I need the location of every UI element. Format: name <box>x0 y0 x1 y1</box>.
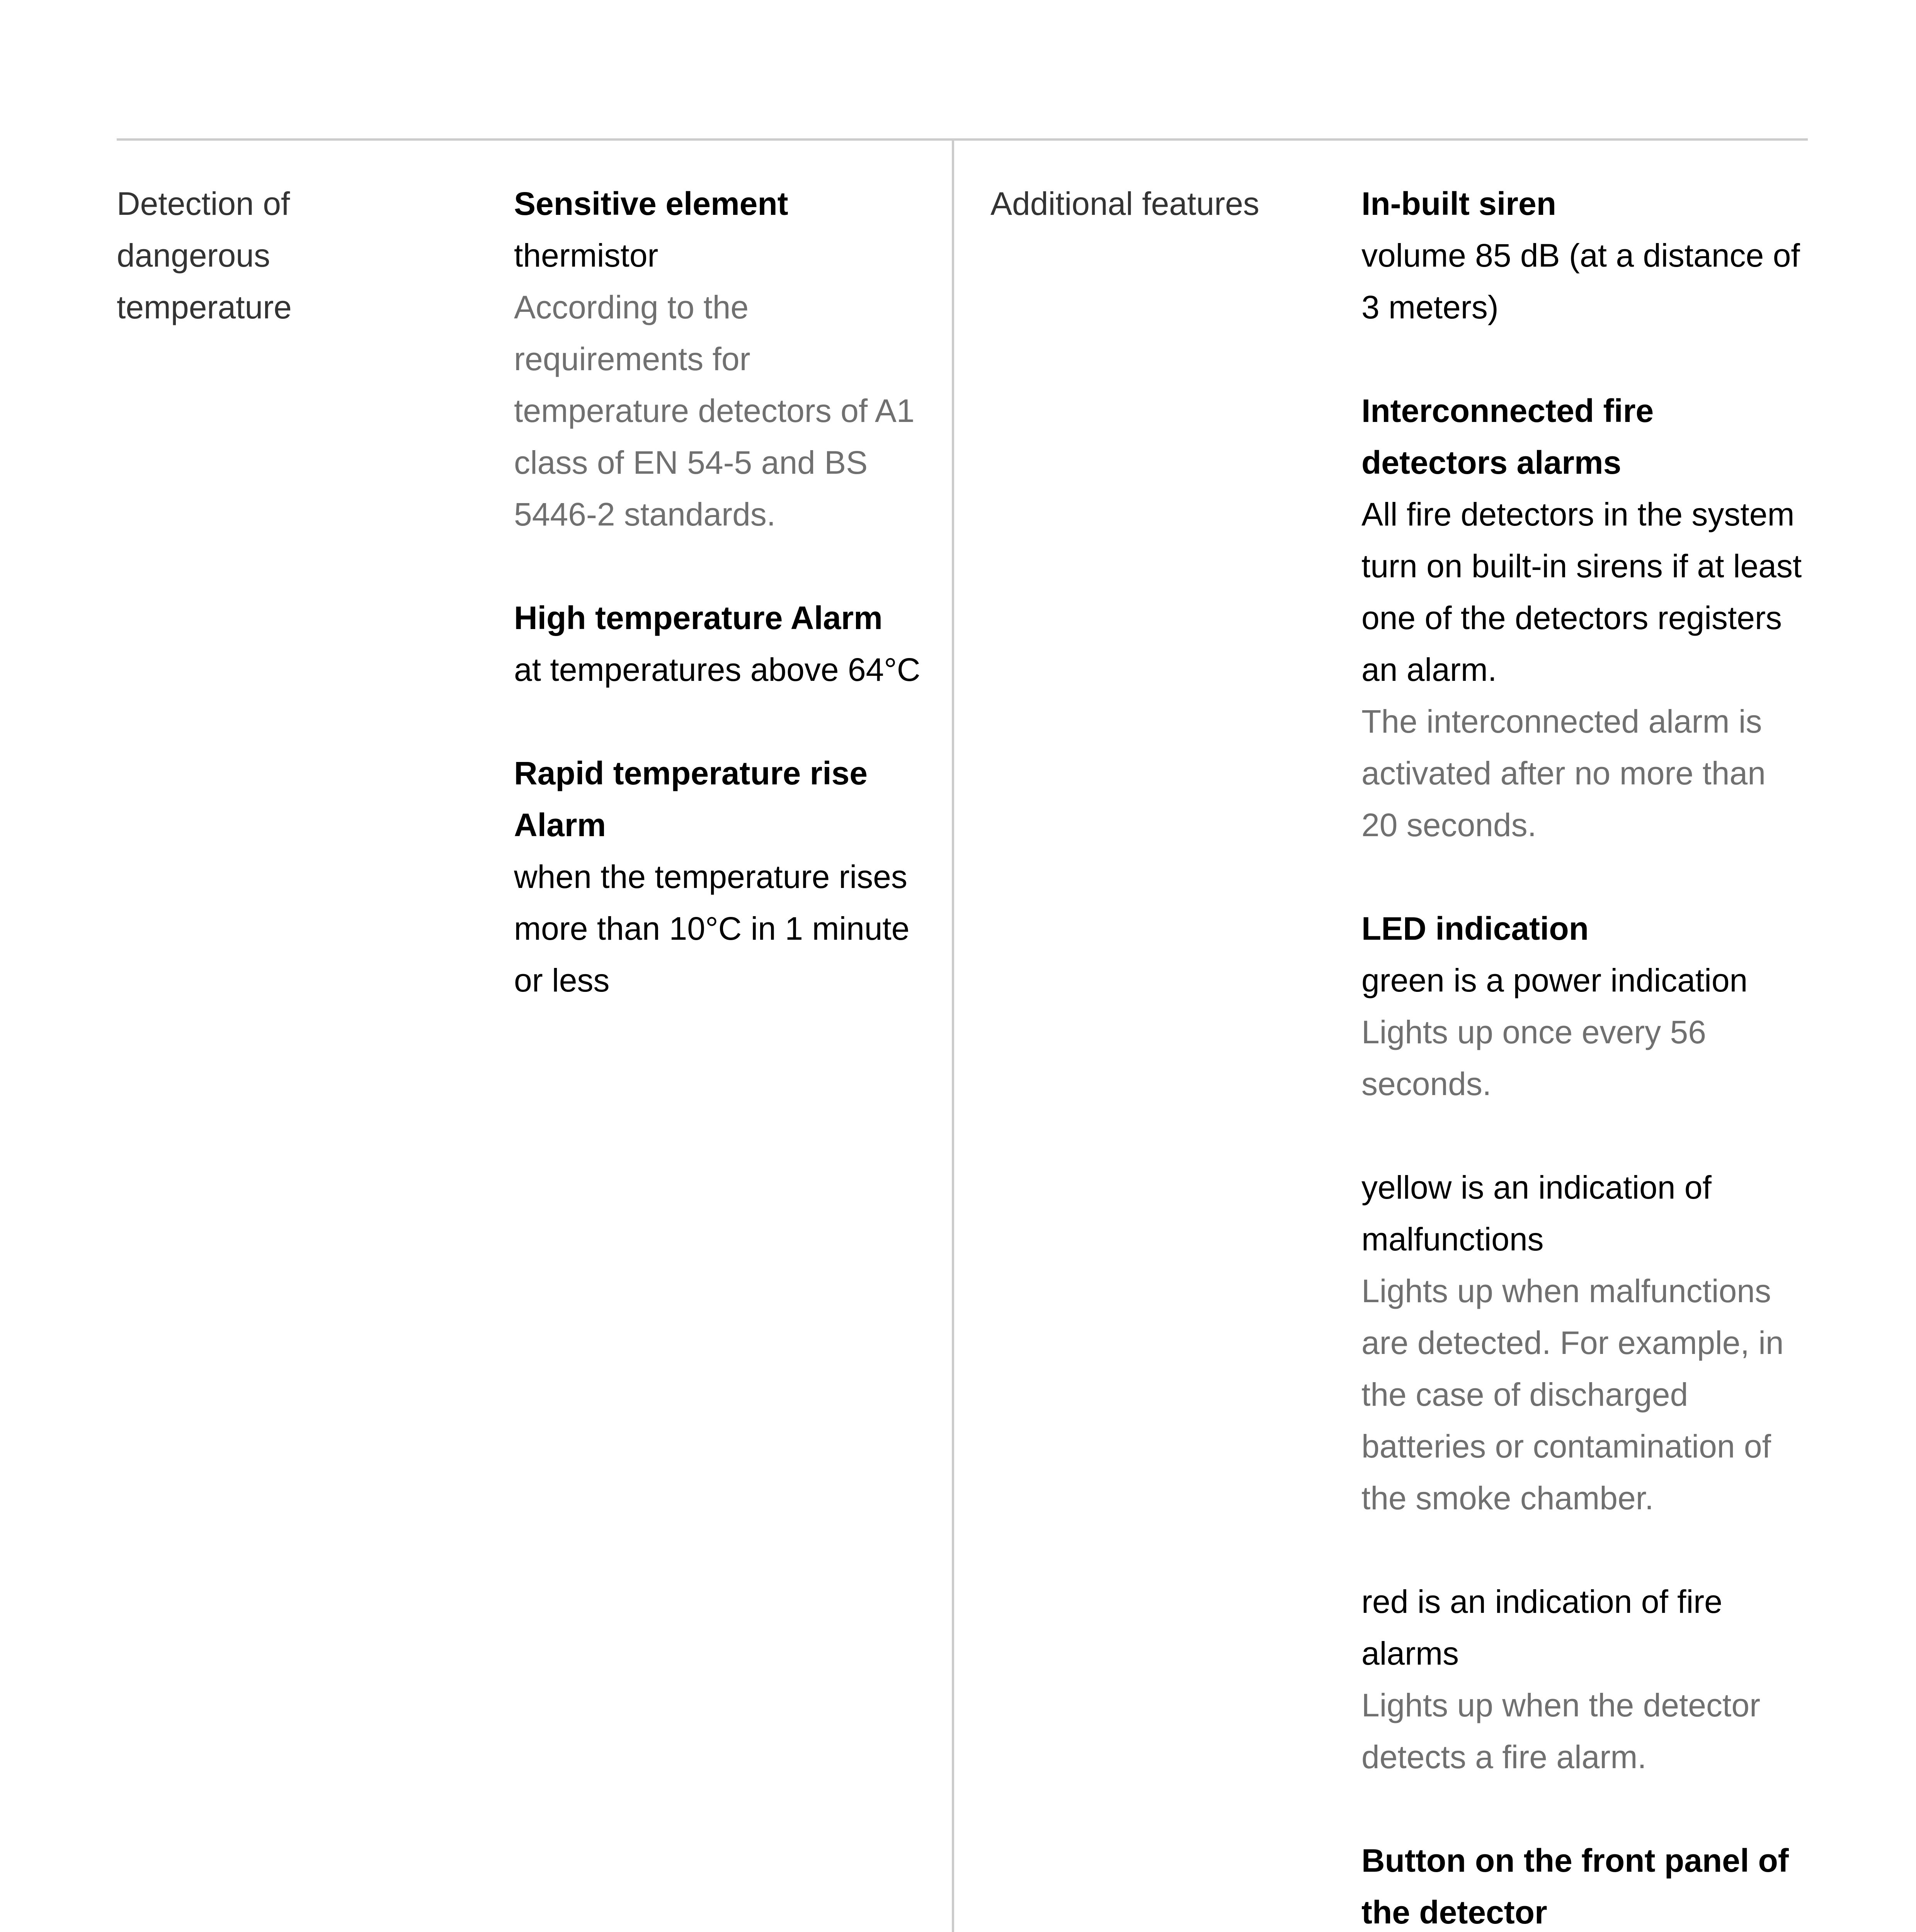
spec-block-value: yellow is an indication of malfunctions <box>1361 1169 1712 1257</box>
column-divider <box>952 139 954 1932</box>
spec-block-value: when the temperature rises more than 10°C in 1 minute or less <box>514 859 910 998</box>
spec-block-title: Interconnected fire detectors alarms <box>1361 393 1654 481</box>
spec-block-sensitive-element <box>514 178 931 540</box>
spec-block-title: Rapid temperature rise Alarm <box>514 755 868 843</box>
spec-block-value: volume 85 dB (at a distance of 3 meters) <box>1361 237 1800 325</box>
spec-block-title: Button on the front panel of the detector <box>1361 1842 1789 1930</box>
spec-label-additional-features <box>990 178 1338 230</box>
spec-block-interconnected-alarms <box>1361 385 1808 851</box>
spec-block-note: According to the requirements for temperature detectors of A1 class of EN 54-5 and BS 5446-2 standards. <box>514 289 915 532</box>
spec-block-rapid-rise-alarm <box>514 747 931 1006</box>
spec-block-note: Lights up once every 56 seconds. <box>1361 1014 1706 1102</box>
spec-block-led-green <box>1361 903 1808 1110</box>
spec-label-text: Additional features <box>990 185 1259 222</box>
spec-block-led-red <box>1361 1576 1808 1783</box>
spec-block-value: green is a power indication <box>1361 962 1748 998</box>
table-top-divider <box>117 138 1808 141</box>
spec-block-in-built-siren <box>1361 178 1808 333</box>
spec-block-title: LED indication <box>1361 910 1589 947</box>
spec-block-high-temperature-alarm <box>514 592 931 696</box>
spec-block-value: at temperatures above 64°C <box>514 651 921 688</box>
spec-block-note: The interconnected alarm is activated after no more than 20 seconds. <box>1361 703 1766 843</box>
spec-values-detection <box>514 178 931 1006</box>
spec-block-value: thermistor <box>514 237 659 274</box>
spec-label-detection <box>117 178 434 333</box>
spec-block-note: Lights up when malfunctions are detected. For example, in the case of discharged batteries or contamination of the smoke chamber. <box>1361 1273 1784 1516</box>
spec-block-led-yellow <box>1361 1162 1808 1524</box>
spec-block-title: In-built siren <box>1361 185 1556 222</box>
spec-block-value: All fire detectors in the system turn on built-in sirens if at least one of the detectors registers an alarm. <box>1361 496 1802 688</box>
spec-block-title: Sensitive element <box>514 185 788 222</box>
spec-block-front-button <box>1361 1835 1808 1932</box>
spec-label-text: Detection of dangerous temperature <box>117 185 292 325</box>
spec-block-value: red is an indication of fire alarms <box>1361 1583 1722 1672</box>
spec-block-note: Lights up when the detector detects a fire alarm. <box>1361 1687 1761 1775</box>
spec-block-title: High temperature Alarm <box>514 600 883 636</box>
spec-values-additional-features <box>1361 178 1808 1932</box>
